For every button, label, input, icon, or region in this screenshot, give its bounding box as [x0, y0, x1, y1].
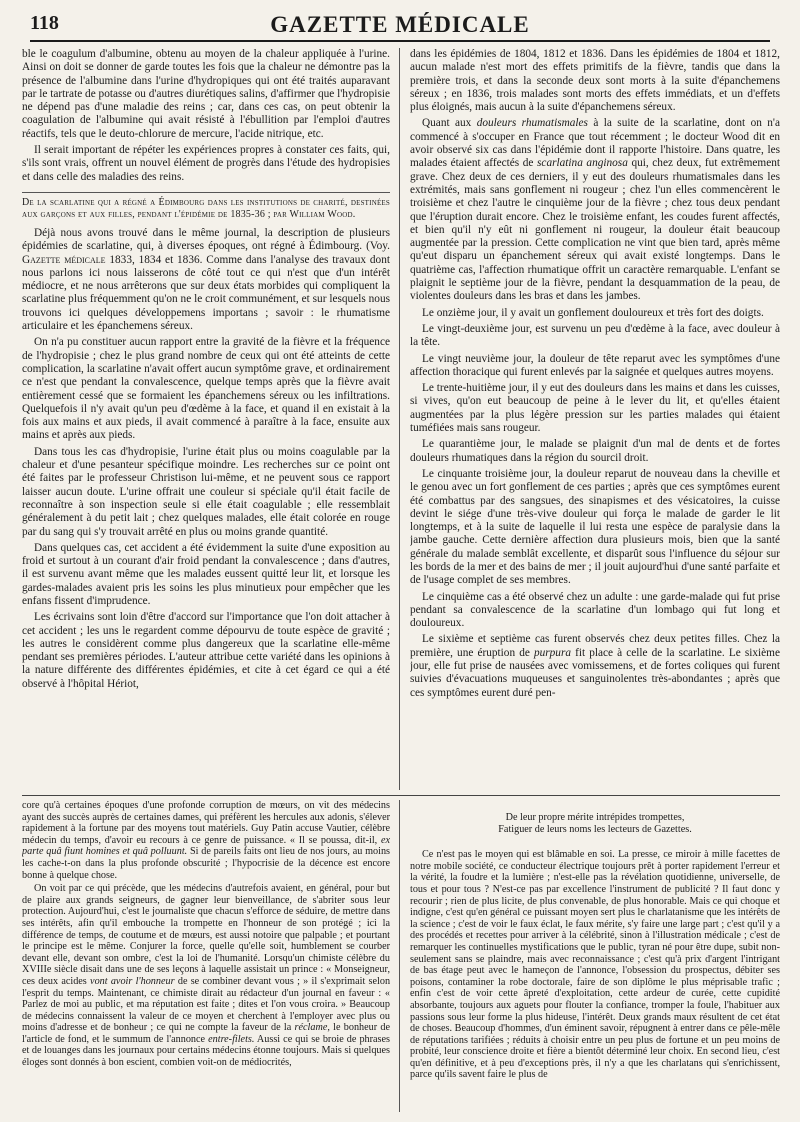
- paragraph: On n'a pu constituer aucun rapport entre la gravité de la fièvre et la fréquence de l'hydropisie ; chez le plus grand nombre de ceux qui ont été atteints de cette complication, la scarlatine n'avait offert aucun symptôme grave, et ordinairement ce n'est que pendant la convalescence, quelque temps après que la fièvre avait entièrement cessé que se formaient les épanchemens séreux ou les infiltrations. Quelquefois il n'y avait qu'un peu d'œdème à la face, et quand il en existait à la fois aux mains et aux pieds, il avait commencé à paraître à la face, ensuite aux mains et après aux pieds.: [22, 336, 390, 442]
- paragraph: Dans quelques cas, cet accident a été évidemment la suite d'une exposition au froid et surtout à un courant d'air froid pendant la convalescence ; dans d'autres, il est survenu avant même que les malades eussent quitté leur lit, et lorsque les gardes-malades avaient pris les soins les plus minutieux pour empêcher que les enfans fissent d'imprudence.: [22, 541, 390, 607]
- feuilleton-left-column: [22, 800, 390, 1112]
- paragraph: ble le coagulum d'albumine, obtenu au moyen de la chaleur appliquée à l'urine. Ainsi on doit se donner de garde toutes les fois que la chaleur ne démontre pas la présence de l'albumine dans l'urine d'hydropiques qui ont été traités auparavant par le tartrate de potasse ou d'autres diurétiques salins, d'affirmer que l'hydropisie ne dépend pas d'une maladie des reins ; car, dans ces cas, on peut obtenir la coagulation de l'albumine qui avait résisté à l'ébullition par l'emploi d'autres réactifs, tels que le deuto-chlorure de mercure, l'acide nitrique, etc.: [22, 48, 390, 140]
- right-column: [410, 48, 780, 790]
- paragraph: On voit par ce qui précède, que les médecins d'autrefois avaient, en général, pour but de plaire aux grands seigneurs, de gagner leur bienveillance, de s'abriter sous leur protection. Aujourd'hui, c'est le journaliste que chacun s'efforce de séduire, de mettre dans ses intérêts, afin qu'il embouche la trompette en l'honneur de son protégé ; ici la différence de temps, de coutume et de mœurs, est aussi notoire que palpable ; et pourtant le principe est le même. Conjurer la force, quelle qu'elle soit, humblement se courber devant elle, devant son ombre, c'est la loi de l'humanité. Lorsqu'un chimiste célèbre du XVIIIe siècle disait dans une de ses leçons à laquelle assistait un prince : « Monseigneur, ces deux acides vont avoir l'honneur de se combiner devant vous ; » il s'exprimait selon l'esprit du temps. Maintenant, ce chimiste dirait au rédacteur d'un journal en faveur : « Parlez de moi au public, et ma réputation est faite ; dites et l'on vous croira. » Beaucoup de médecins connaissent la valeur de ce moyen et cherchent à l'employer avec plus ou moins d'adresse et de bonheur ; ce qui ne compte la faveur de la réclame, le bonheur de l'article de fond, et le summum de l'annonce entre-filets. Aussi ce qui se broie de phrases et de louanges dans les journaux pour certains médecins étonne toujours. Mais si quelques éloges sont donnés à bon escient, combien voit-on de médiocrités,: [22, 883, 390, 1069]
- verse-quote: [410, 812, 780, 835]
- paragraph: Le cinquante troisième jour, la douleur reparut de nouveau dans la cheville et le genou avec un fort gonflement de ces parties ; après que ces symptômes eurent été combattus par des sangsues, des sinapismes et des vésicatoires, la cuisse devint le siége d'une très-vive douleur qui força le malade de garder le lit longtemps, et à la suite de laquelle il lui resta une espèce de paralysie dans la jambe gauche. Cette dernière affection dura plusieurs mois, bien que la santé générale du malade semblât excellente, et disparût sous l'influence du séjour sur les bords de la mer et des bains de mer ; il jouit aujourd'hui d'une santé parfaite et de l'usage complet de ses membres.: [410, 467, 780, 587]
- paragraph: Le vingt neuvième jour, la douleur de tête reparut avec les symptômes d'une affection thoracique qui furent enlevés par la saignée et quelques autres moyens.: [410, 352, 780, 378]
- feuilleton-divider: [22, 795, 780, 796]
- article-heading: De la scarlatine qui a régné a Édimbourg dans les institutions de charité, destinées aux garçons et aux filles, pendant l'épidémie de 1835-36 ; par William Wood.: [22, 192, 390, 221]
- page-number: 118: [30, 12, 59, 34]
- paragraph: Il serait important de répéter les expériences propres à constater ces faits, qui, s'ils sont vrais, offrent un nouvel élément de progrès dans l'étude des hydropisies et dans celle des maladies des reins.: [22, 144, 390, 183]
- journal-reference: Gazette médicale: [22, 253, 106, 266]
- paragraph: Ce n'est pas le moyen qui est blâmable en soi. La presse, ce miroir à mille facettes de notre mobile société, ce conducteur électrique toujours prêt à porter rapidement l'erreur et la vérité, la foudre et la lumière ; n'est-elle pas la révélation quotidienne, universelle, de tous et pour tous ? N'est-ce pas par excellence l'instrument de publicité ? Il faut donc y recourir ; rien de plus licite, de plus convenable, de plus honorable. Mais ce qui choque et indigne, c'est qu'en général ce puissant moyen sert plus le charlatanisme que les intérêts de la science ; c'est de voir le faux éclat, le faux mérite, s'y faire une large part ; c'est qu'il y a des procédés et recettes pour arriver à la célébrité, sinon à l'illustration médicale ; c'est de remarquer les continuelles mystifications que le public, tyran né pour être dupe, subit non-seulement sans se plaindre, mais avec reconnaissance ; c'est qu'à prix d'argent l'intrigant de bas étage peut avec le hameçon de l'annonce, l'obsession du prospectus, débiter ses poisons, contaminer la robe doctorale, faire de son diplôme le plus méprisable trafic ; enfin c'est de voir cette âpreté d'exploitation, cette ardeur de curée, cette cupidité absorbante, toujours aux aguets pour flouter la confiance, tromper la foule, l'habituer aux passions sous leur forme la plus hideuse, l'intérêt. Deux grands maux résultent de cet état de choses. Beaucoup d'hommes, d'un éminent savoir, répugnent à entrer dans ce pêle-mêle de réputations tarifiées ; réduits à choisir entre un peu plus de fortune et un peu moins de probité, leur conscience droite et fière a bientôt déterminé leur choix. En second lieu, c'est qu'en définitive, et à peu d'exceptions près, il n'y a que les charlatans qui s'enrichissent, parce qu'ils savent faire le plus de: [410, 849, 780, 1081]
- paragraph: Déjà nous avons trouvé dans le même journal, la description de plusieurs épidémies de scarlatine, qui, à diverses époques, ont régné à Édimbourg. (Voy. Gazette médicale 1833, 1834 et 1836. Comme dans l'analyse des travaux dont nous parlons ici nous laisserons de côté tout ce qui n'est que d'un intérêt médiocre, et ne nous arrêterons que sur deux états morbides qui compliquent la scarlatine plus fréquemment qu'on ne le croit communément, et sur lesquels nous trouvons ici quelques développemens importans ; savoir : le rhumatisme articulaire et les épanchemens séreux.: [22, 226, 390, 333]
- paragraph: Le sixième et septième cas furent observés chez deux petites filles. Chez la première, une éruption de purpura fit place à celle de la scarlatine. Le sixième jour, elle fut prise de nausées avec vomissemens, et de fortes coliques qui furent suivies d'évacuations muqueuses et sanguinolentes très-abondantes ; après que ces symptômes eurent duré pen-: [410, 633, 780, 699]
- paragraph: Les écrivains sont loin d'être d'accord sur l'importance que l'on doit attacher à cet accident ; les uns le regardent comme dépourvu de toute espèce de gravité ; les autres le considèrent comme plus dangereux que la scarlatine elle-même pendant ses premières périodes. L'auteur attribue cette variété dans les opinions à la nature différente des différentes épidémies, et cite à cet égard ce qui a été observé à l'hôpital Hériot,: [22, 611, 390, 690]
- paragraph: core qu'à certaines époques d'une profonde corruption de mœurs, on vit des médecins ayant des succès auprès de certaines dames, qui préfèrent les hercules aux adonis, s'élever rapidement à la fortune par des moyens tout matériels. Guy Patin accuse Vautier, célèbre médecin du temps, d'avoir eu recours à ce genre de puissance. « Il se poussa, dit-il, ex parte quâ fiunt homines et quâ polluunt. Si de pareils faits ont lieu de nos jours, au moins les cache-t-on dans la plus profonde obscurité ; l'hypocrisie de la décence est encore bonne à quelque chose.: [22, 800, 390, 881]
- paragraph: Quant aux douleurs rhumatismales à la suite de la scarlatine, dont on n'a commencé à s'occuper en France que tout récemment ; le docteur Wood dit en avoir observé six cas dans l'épidémie dont il rapporte l'histoire. Dans quatre, les malades étaient affectés de scarlatina anginosa qui, chez deux, fut extrêmement grave. Chez deux de ces derniers, il y eut des douleurs rhumatismales dans les extrémités, mais sans gonflement ni rougeur ; chez l'un elles commencèrent le troisième et chez l'autre le cinquième jour de la fièvre ; chez tous deux pendant que l'éruption durait encore. Chez le troisième enfant, les coudes furent affectés, et bien qu'il n'y eût ni gonflement ni rougeur, la douleur était beaucoup augmentée par la pression. Cette complication ne vint que bien tard, après même qu'eut disparu un épanchement séreux qui avait existé longtemps. Dans le quatrième cas, l'affection rhumatique offrit un caractère remarquable. L'enfant se plaignit le septième jour de la fièvre, pendant la desquammation de la peau, de violentes douleurs dans les bras et dans les jambes.: [410, 117, 780, 303]
- paragraph: Le vingt-deuxième jour, est survenu un peu d'œdème à la face, avec douleur à la tête.: [410, 322, 780, 349]
- paragraph: Dans tous les cas d'hydropisie, l'urine était plus ou moins coagulable par la chaleur et d'une pesanteur spécifique moindre. Les recherches sur ce point ont été faites par le professeur Christison lui-même, et ne peuvent sous ce rapport laisser aucun doute. L'urine offrait une couleur si spéciale qu'il était facile de reconnaître à son inspection seule si elle était coagulable ; elle ressemblait généralement à du petit lait ; chez quelques malades, elle était colorée en rouge par du sang qui s'y trouvait arrêté en plus ou moins grande quantité.: [22, 445, 390, 538]
- paragraph: Le onzième jour, il y avait un gonflement douloureux et très fort des doigts.: [422, 306, 764, 319]
- left-column: [22, 48, 390, 790]
- feuilleton-column-divider: [399, 800, 400, 1112]
- feuilleton-right-column: [410, 800, 780, 1112]
- paragraph: dans les épidémies de 1804, 1812 et 1836. Dans les épidémies de 1804 et 1812, aucun malade n'est mort des effets primitifs de la fièvre, tandis que dans la première trois, et dans la seconde deux sont morts à la suite d'épanchemens séreux ; en 1836, trois malades sont morts des effets immédiats, et un d'effets plus éloignés, mais aucun à la suite d'épanchemens séreux.: [410, 48, 780, 114]
- verse-line: De leur propre mérite intrépides trompettes,: [505, 812, 685, 823]
- paragraph: Le quarantième jour, le malade se plaignit d'un mal de dents et de fortes douleurs rhumatiques dans la région du sourcil droit.: [410, 438, 780, 464]
- verse-line: Fatiguer de leurs noms les lecteurs de Gazettes.: [498, 823, 692, 835]
- paragraph: Le cinquième cas a été observé chez un adulte : une garde-malade qui fut prise pendant sa convalescence de la scarlatine d'un lombago qui fut long et douloureux.: [410, 590, 780, 630]
- paragraph: Le trente-huitième jour, il y eut des douleurs dans les mains et dans les cuisses, si vives, qu'on eut beaucoup de peine à le lever du lit, et qu'elles étaient augmentées par la plus légère pression sur les parties malades qui étaient tuméfiées mais sans rougeur.: [410, 382, 780, 435]
- column-divider: [399, 48, 400, 790]
- page-header: [30, 12, 770, 42]
- journal-title: GAZETTE MÉDICALE: [270, 12, 530, 37]
